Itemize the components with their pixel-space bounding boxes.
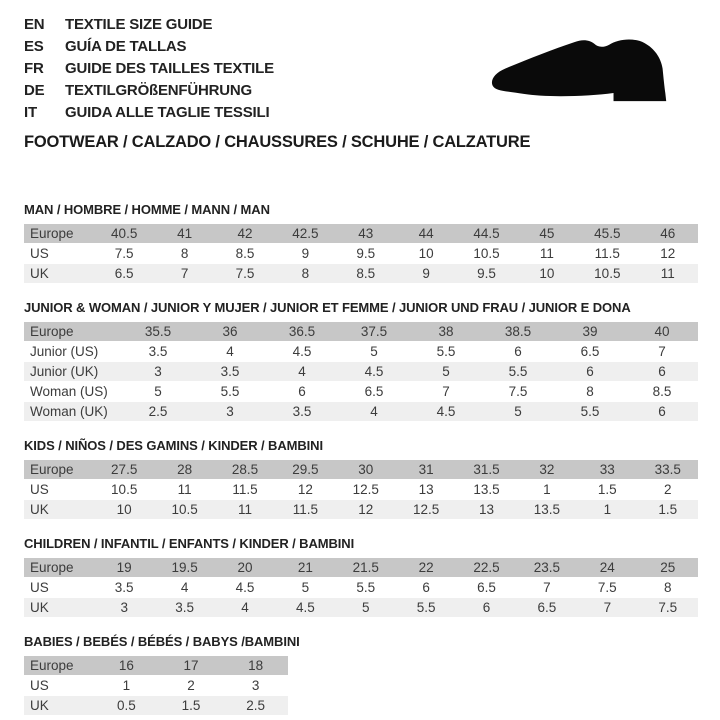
size-cell: 6.5	[554, 342, 626, 362]
size-cell: 5.5	[194, 382, 266, 402]
size-cell: 32	[517, 460, 577, 480]
size-cell: 45.5	[577, 224, 637, 244]
size-cell: 6.5	[517, 598, 577, 618]
size-cell: 20	[215, 558, 275, 578]
size-cell: 7.5	[482, 382, 554, 402]
size-cell: 7.5	[94, 244, 154, 264]
size-cell: 8	[154, 244, 214, 264]
table-row	[24, 676, 288, 696]
size-cell: 44	[396, 224, 456, 244]
size-cell: 12	[336, 500, 396, 520]
size-cell: 2.5	[122, 402, 194, 422]
size-cell: 9	[396, 264, 456, 284]
size-cell: 6	[626, 362, 698, 382]
section-babies	[24, 634, 697, 716]
size-cell: 5	[482, 402, 554, 422]
size-cell: 9.5	[336, 244, 396, 264]
language-title: TEXTILGRÖßENFÜHRUNG	[65, 82, 253, 99]
size-cell: 6	[396, 578, 456, 598]
row-label: Europe	[24, 322, 122, 342]
size-cell: 11	[517, 244, 577, 264]
row-label: Woman (UK)	[24, 402, 122, 422]
size-cell: 5.5	[336, 578, 396, 598]
section-title-kids: KIDS / NIÑOS / DES GAMINS / KINDER / BAMBINI	[24, 438, 323, 453]
size-cell: 0.5	[94, 696, 159, 716]
junior-woman-size-table	[24, 322, 698, 422]
size-cell: 5.5	[410, 342, 482, 362]
size-cell: 6	[554, 362, 626, 382]
size-cell: 6.5	[456, 578, 516, 598]
table-row	[24, 322, 698, 342]
row-label: US	[24, 480, 94, 500]
table-row	[24, 402, 698, 422]
size-cell: 40.5	[94, 224, 154, 244]
row-label: UK	[24, 264, 94, 284]
row-label: Junior (US)	[24, 342, 122, 362]
size-cell: 4.5	[266, 342, 338, 362]
size-cell: 5	[275, 578, 335, 598]
language-title: GUIDE DES TAILLES TEXTILE	[65, 60, 274, 77]
shoe-icon	[480, 26, 698, 120]
table-row	[24, 460, 698, 480]
size-cell: 6	[456, 598, 516, 618]
size-cell: 11	[215, 500, 275, 520]
size-cell: 2	[638, 480, 698, 500]
section-kids	[24, 438, 697, 520]
size-cell: 19	[94, 558, 154, 578]
size-cell: 7	[626, 342, 698, 362]
language-code: FR	[24, 60, 44, 77]
language-code: IT	[24, 104, 37, 121]
size-cell: 11	[638, 264, 698, 284]
size-cell: 8.5	[336, 264, 396, 284]
size-cell: 8	[554, 382, 626, 402]
size-cell: 30	[336, 460, 396, 480]
size-cell: 36.5	[266, 322, 338, 342]
size-cell: 11.5	[577, 244, 637, 264]
size-cell: 11.5	[275, 500, 335, 520]
size-cell: 23.5	[517, 558, 577, 578]
size-cell: 40	[626, 322, 698, 342]
size-cell: 4	[266, 362, 338, 382]
size-cell: 3	[94, 598, 154, 618]
size-cell: 42.5	[275, 224, 335, 244]
row-label: Europe	[24, 224, 94, 244]
size-cell: 4.5	[338, 362, 410, 382]
row-label: Junior (UK)	[24, 362, 122, 382]
row-label: Europe	[24, 558, 94, 578]
size-cell: 22	[396, 558, 456, 578]
section-man	[24, 202, 697, 284]
size-cell: 38	[410, 322, 482, 342]
size-cell: 8.5	[626, 382, 698, 402]
kids-size-table	[24, 460, 698, 520]
size-cell: 12.5	[336, 480, 396, 500]
size-cell: 3.5	[154, 598, 214, 618]
section-title-man: MAN / HOMBRE / HOMME / MANN / MAN	[24, 202, 270, 217]
size-cell: 35.5	[122, 322, 194, 342]
man-size-table	[24, 224, 698, 284]
size-cell: 2	[159, 676, 224, 696]
row-label: US	[24, 676, 94, 696]
footwear-category-title: FOOTWEAR / CALZADO / CHAUSSURES / SCHUHE / CALZATURE	[24, 133, 531, 151]
size-cell: 39	[554, 322, 626, 342]
size-cell: 5.5	[482, 362, 554, 382]
size-cell: 1	[577, 500, 637, 520]
size-cell: 45	[517, 224, 577, 244]
size-cell: 18	[223, 656, 288, 676]
children-size-table	[24, 558, 698, 618]
size-cell: 3	[223, 676, 288, 696]
size-cell: 6	[482, 342, 554, 362]
table-row	[24, 264, 698, 284]
size-cell: 4	[338, 402, 410, 422]
size-cell: 38.5	[482, 322, 554, 342]
size-cell: 31	[396, 460, 456, 480]
table-row	[24, 382, 698, 402]
size-cell: 13	[396, 480, 456, 500]
size-cell: 13	[456, 500, 516, 520]
size-cell: 11	[154, 480, 214, 500]
size-cell: 27.5	[94, 460, 154, 480]
size-cell: 43	[336, 224, 396, 244]
size-cell: 1.5	[159, 696, 224, 716]
size-cell: 1	[94, 676, 159, 696]
row-label: US	[24, 244, 94, 264]
size-cell: 6	[266, 382, 338, 402]
size-cell: 1	[517, 480, 577, 500]
size-cell: 21.5	[336, 558, 396, 578]
size-cell: 10	[396, 244, 456, 264]
size-cell: 10.5	[94, 480, 154, 500]
size-cell: 11.5	[215, 480, 275, 500]
size-cell: 33.5	[638, 460, 698, 480]
table-row	[24, 224, 698, 244]
row-label: Woman (US)	[24, 382, 122, 402]
section-title-children: CHILDREN / INFANTIL / ENFANTS / KINDER / BAMBINI	[24, 536, 355, 551]
table-row	[24, 500, 698, 520]
size-cell: 6	[626, 402, 698, 422]
size-cell: 3.5	[266, 402, 338, 422]
language-title: TEXTILE SIZE GUIDE	[65, 16, 213, 33]
size-cell: 4	[215, 598, 275, 618]
table-row	[24, 244, 698, 264]
size-cell: 5	[122, 382, 194, 402]
size-cell: 10.5	[456, 244, 516, 264]
size-cell: 3.5	[194, 362, 266, 382]
language-title: GUÍA DE TALLAS	[65, 38, 187, 55]
size-cell: 1.5	[638, 500, 698, 520]
size-cell: 42	[215, 224, 275, 244]
size-cell: 19.5	[154, 558, 214, 578]
size-cell: 22.5	[456, 558, 516, 578]
size-cell: 16	[94, 656, 159, 676]
table-row	[24, 578, 698, 598]
size-cell: 8.5	[215, 244, 275, 264]
size-cell: 4.5	[275, 598, 335, 618]
size-cell: 8	[275, 264, 335, 284]
size-cell: 5	[338, 342, 410, 362]
size-cell: 4.5	[215, 578, 275, 598]
language-code: DE	[24, 82, 45, 99]
size-cell: 28	[154, 460, 214, 480]
size-cell: 10.5	[154, 500, 214, 520]
table-row	[24, 598, 698, 618]
size-cell: 5	[410, 362, 482, 382]
size-cell: 25	[638, 558, 698, 578]
table-row	[24, 342, 698, 362]
row-label: UK	[24, 598, 94, 618]
row-label: US	[24, 578, 94, 598]
row-label: Europe	[24, 656, 94, 676]
size-cell: 24	[577, 558, 637, 578]
language-code: ES	[24, 38, 44, 55]
table-row	[24, 656, 288, 676]
size-cell: 29.5	[275, 460, 335, 480]
size-cell: 13.5	[517, 500, 577, 520]
size-cell: 7	[517, 578, 577, 598]
size-cell: 36	[194, 322, 266, 342]
size-cell: 9	[275, 244, 335, 264]
size-cell: 7	[154, 264, 214, 284]
size-cell: 12	[638, 244, 698, 264]
table-row	[24, 558, 698, 578]
size-cell: 46	[638, 224, 698, 244]
size-cell: 6.5	[94, 264, 154, 284]
size-cell: 4	[154, 578, 214, 598]
size-cell: 13.5	[456, 480, 516, 500]
size-cell: 37.5	[338, 322, 410, 342]
babies-size-table	[24, 656, 288, 716]
size-cell: 3.5	[122, 342, 194, 362]
size-cell: 10.5	[577, 264, 637, 284]
row-label: UK	[24, 696, 94, 716]
size-cell: 5.5	[396, 598, 456, 618]
size-cell: 9.5	[456, 264, 516, 284]
size-cell: 33	[577, 460, 637, 480]
size-cell: 2.5	[223, 696, 288, 716]
section-children	[24, 536, 697, 618]
row-label: Europe	[24, 460, 94, 480]
size-cell: 3.5	[94, 578, 154, 598]
size-cell: 7.5	[215, 264, 275, 284]
section-title-babies: BABIES / BEBÉS / BÉBÉS / BABYS /BAMBINI	[24, 634, 300, 649]
size-cell: 3	[122, 362, 194, 382]
size-cell: 7	[577, 598, 637, 618]
row-label: UK	[24, 500, 94, 520]
size-cell: 10	[94, 500, 154, 520]
size-cell: 21	[275, 558, 335, 578]
table-row	[24, 696, 288, 716]
size-cell: 7.5	[577, 578, 637, 598]
size-cell: 5.5	[554, 402, 626, 422]
size-cell: 28.5	[215, 460, 275, 480]
language-title: GUIDA ALLE TAGLIE TESSILI	[65, 104, 270, 121]
size-cell: 44.5	[456, 224, 516, 244]
section-title-junior-woman: JUNIOR & WOMAN / JUNIOR Y MUJER / JUNIOR ET FEMME / JUNIOR UND FRAU / JUNIOR E DONA	[24, 300, 631, 315]
size-cell: 1.5	[577, 480, 637, 500]
size-cell: 7	[410, 382, 482, 402]
size-cell: 7.5	[638, 598, 698, 618]
size-cell: 3	[194, 402, 266, 422]
size-cell: 5	[336, 598, 396, 618]
size-cell: 10	[517, 264, 577, 284]
section-junior-woman	[24, 300, 697, 422]
language-code: EN	[24, 16, 45, 33]
size-cell: 31.5	[456, 460, 516, 480]
size-cell: 8	[638, 578, 698, 598]
size-cell: 4.5	[410, 402, 482, 422]
size-cell: 41	[154, 224, 214, 244]
size-cell: 12.5	[396, 500, 456, 520]
size-cell: 12	[275, 480, 335, 500]
size-cell: 6.5	[338, 382, 410, 402]
table-row	[24, 480, 698, 500]
table-row	[24, 362, 698, 382]
size-cell: 4	[194, 342, 266, 362]
size-cell: 17	[159, 656, 224, 676]
